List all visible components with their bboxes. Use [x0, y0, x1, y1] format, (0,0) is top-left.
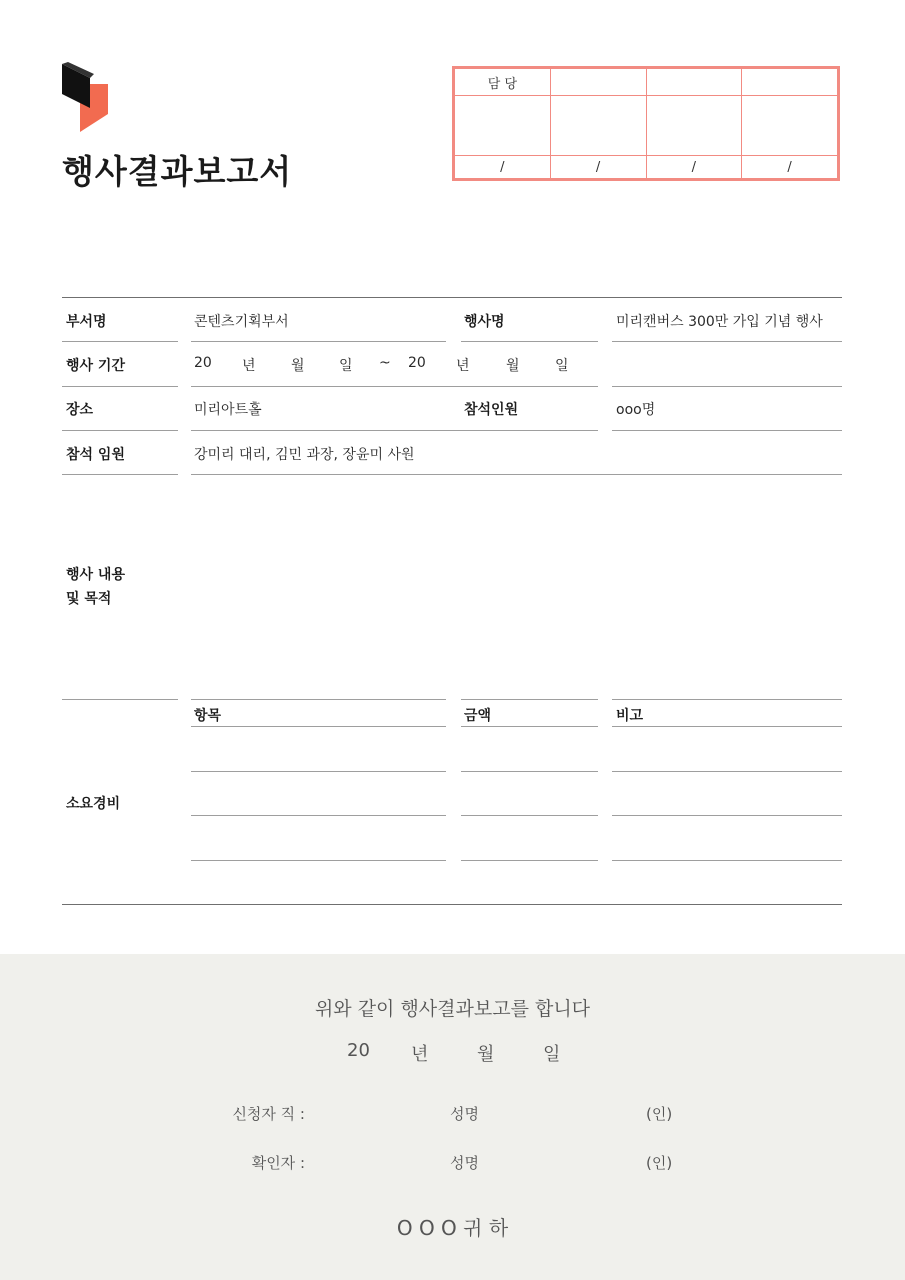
content-area[interactable] — [191, 476, 842, 698]
attendees-label: 참석인원 — [464, 402, 519, 418]
date-cell[interactable]: / — [455, 156, 551, 179]
applicant-name-label: 성명 — [450, 1105, 479, 1123]
period-year-prefix-end[interactable]: 20 — [408, 355, 426, 371]
confirmer-seal[interactable]: (인) — [646, 1154, 673, 1172]
applicant-seal[interactable]: (인) — [646, 1105, 673, 1123]
dept-value[interactable]: 콘텐츠기획부서 — [194, 314, 289, 330]
table-bottom-rule — [62, 904, 842, 905]
attendees-value[interactable]: ooo명 — [616, 402, 656, 418]
footer-date-month: 월 — [477, 1044, 495, 1065]
date-cell[interactable]: / — [742, 156, 838, 179]
row-divider — [191, 341, 446, 342]
place-value[interactable]: 미리아트홀 — [194, 402, 262, 418]
period-tilde: ~ — [379, 355, 391, 371]
signature-cell[interactable] — [742, 96, 838, 156]
row-divider — [62, 430, 178, 431]
dept-label: 부서명 — [66, 314, 107, 330]
footer-section — [0, 954, 905, 1280]
period-year-prefix-start[interactable]: 20 — [194, 355, 212, 371]
content-label — [66, 563, 166, 611]
expense-row-line — [191, 815, 446, 816]
footer-date-year: 년 — [411, 1044, 429, 1065]
signature-cell[interactable] — [455, 96, 551, 156]
expense-header-top — [461, 699, 598, 700]
period-day-start: 일 — [339, 358, 353, 374]
approval-header-empty — [742, 69, 838, 96]
event-name-value[interactable]: 미리캔버스 300만 가입 기념 행사 — [616, 314, 823, 330]
period-month-end: 월 — [506, 358, 520, 374]
expense-row-line — [191, 771, 446, 772]
expense-row-line — [461, 771, 598, 772]
period-year-end: 년 — [456, 358, 470, 374]
staff-value[interactable]: 강미리 대리, 김민 과장, 장윤미 사원 — [194, 447, 415, 463]
row-divider — [62, 474, 178, 475]
expense-header-bottom — [191, 726, 446, 727]
row-divider — [191, 386, 598, 387]
expense-header-bottom — [461, 726, 598, 727]
expense-row-line — [612, 815, 842, 816]
expense-col-amount: 금액 — [464, 708, 492, 724]
expense-row-line — [612, 860, 842, 861]
period-day-end: 일 — [555, 358, 569, 374]
approval-header-empty — [646, 69, 742, 96]
signature-cell[interactable] — [646, 96, 742, 156]
confirmer-name-label: 성명 — [450, 1154, 479, 1172]
row-divider — [62, 386, 178, 387]
row-divider — [612, 386, 842, 387]
staff-label: 참석 임원 — [66, 447, 125, 463]
expense-header-top — [191, 699, 446, 700]
expense-row-line — [461, 860, 598, 861]
page-title: 행사결과보고서 — [62, 152, 293, 191]
applicant-label: 신청자 직 : — [232, 1105, 305, 1123]
row-divider — [62, 341, 178, 342]
expense-header-top — [612, 699, 842, 700]
footer-statement: 위와 같이 행사결과보고를 합니다 — [314, 998, 591, 1020]
row-divider — [612, 341, 842, 342]
expense-col-note: 비고 — [616, 708, 644, 724]
approval-box — [452, 66, 840, 181]
period-month-start: 월 — [291, 358, 305, 374]
expense-row-line — [612, 771, 842, 772]
expense-row-line — [191, 860, 446, 861]
row-divider — [461, 341, 598, 342]
confirmer-label: 확인자 : — [251, 1154, 305, 1172]
expense-row-line — [461, 815, 598, 816]
expense-col-item: 항목 — [194, 708, 222, 724]
row-divider — [62, 699, 178, 700]
period-year-start: 년 — [242, 358, 256, 374]
date-cell[interactable]: / — [646, 156, 742, 179]
period-label: 행사 기간 — [66, 358, 125, 374]
footer-date-20[interactable]: 20 — [347, 1040, 370, 1061]
place-label: 장소 — [66, 402, 94, 418]
row-divider — [191, 430, 598, 431]
expense-label: 소요경비 — [66, 796, 121, 812]
table-top-rule — [62, 297, 842, 298]
expense-header-bottom — [612, 726, 842, 727]
approval-header: 담 당 — [455, 69, 551, 96]
content-label-text: 행사 내용 및 목적 — [66, 567, 125, 607]
event-name-label: 행사명 — [464, 314, 505, 330]
company-logo — [60, 62, 110, 134]
signature-cell[interactable] — [550, 96, 646, 156]
date-cell[interactable]: / — [550, 156, 646, 179]
row-divider — [191, 474, 842, 475]
footer-date-day: 일 — [543, 1044, 561, 1065]
row-divider — [612, 430, 842, 431]
approval-header-empty — [550, 69, 646, 96]
recipient: O O O 귀 하 — [396, 1216, 509, 1240]
